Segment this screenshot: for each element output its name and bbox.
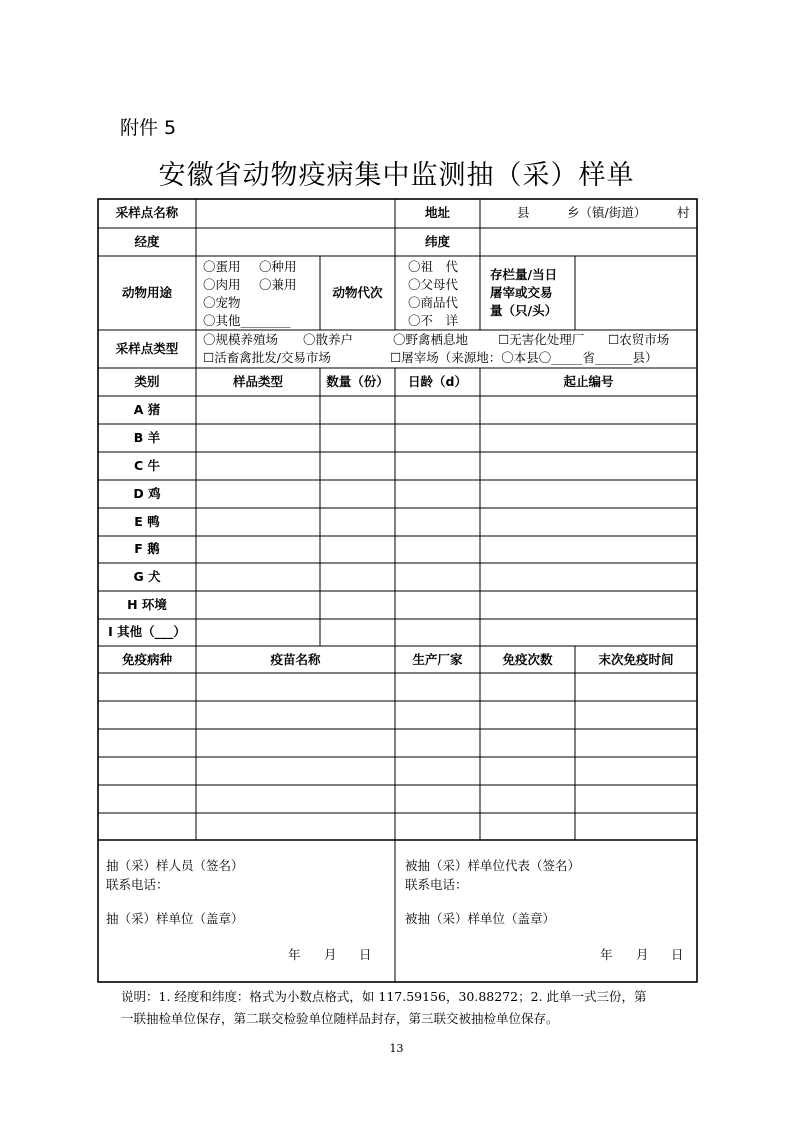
purpose-option-pet[interactable]: 〇宠物 (203, 295, 241, 310)
purpose-option-egg[interactable]: 〇蛋用 (203, 259, 241, 274)
stock-label-line-1: 存栏量/当日 (490, 267, 558, 282)
header-last-time: 末次免疫时间 (598, 652, 674, 667)
county-text: 县 (517, 205, 530, 220)
category-cattle: C 牛 (133, 458, 161, 473)
purpose-option-dual[interactable]: 〇兼用 (259, 277, 297, 292)
category-environment: H 环境 (127, 597, 167, 612)
category-dog: G 犬 (133, 569, 161, 584)
purpose-option-other[interactable]: 〇其他________ (203, 313, 291, 328)
header-manufacturer: 生产厂家 (412, 652, 463, 667)
stock-label-line-3: 量（只/头） (490, 303, 558, 318)
village-text: 村 (677, 205, 690, 220)
site-type-wild-habitat[interactable]: 〇野禽栖息地 (393, 332, 469, 347)
generation-option-unknown[interactable]: 〇不 详 (408, 313, 459, 328)
category-sheep: B 羊 (133, 430, 161, 445)
stock-label-line-2: 屠宰或交易 (490, 285, 553, 300)
sampler-phone-label: 联系电话： (106, 877, 169, 892)
attachment-label: 附件 5 (120, 117, 177, 139)
sampled-unit-label: 被抽（采）样单位（盖章） (405, 911, 556, 926)
category-goose: F 鹅 (134, 541, 160, 556)
generation-option-grandparent[interactable]: 〇祖 代 (408, 259, 459, 274)
header-age: 日龄（d） (408, 374, 467, 389)
purpose-label: 动物用途 (121, 285, 172, 300)
site-name-label: 采样点名称 (115, 205, 179, 220)
longitude-label: 经度 (134, 234, 160, 249)
generation-option-parent[interactable]: 〇父母代 (408, 277, 459, 292)
note-line-2: 一联抽检单位保存，第二联交检验单位随样品封存，第三联交被抽检单位保存。 (121, 1011, 559, 1026)
header-sample-type: 样品类型 (232, 374, 283, 389)
header-category: 类别 (134, 374, 160, 389)
site-type-label: 采样点类型 (115, 341, 179, 356)
site-type-backyard[interactable]: 〇散养户 (303, 332, 354, 347)
page-number: 13 (389, 1042, 404, 1055)
sampler-signature-label: 抽（采）样人员（签名） (106, 858, 244, 873)
category-chicken: D 鸡 (133, 486, 161, 501)
category-other: I 其他（___） (108, 624, 186, 639)
form-title: 安徽省动物疫病集中监测抽（采）样单 (158, 160, 635, 191)
site-type-live-market[interactable]: ☐活畜禽批发/交易市场 (203, 350, 331, 365)
header-vaccine-name: 疫苗名称 (270, 652, 321, 667)
right-year: 年 (600, 947, 613, 962)
purpose-option-breeding[interactable]: 〇种用 (259, 259, 297, 274)
generation-option-commercial[interactable]: 〇商品代 (408, 295, 459, 310)
sampled-rep-signature-label: 被抽（采）样单位代表（签名） (405, 858, 581, 873)
header-serial: 起止编号 (563, 374, 614, 389)
site-type-scale-farm[interactable]: 〇规模养殖场 (203, 332, 279, 347)
purpose-option-meat[interactable]: 〇肉用 (203, 277, 241, 292)
category-pig: A 猪 (133, 402, 161, 417)
header-quantity: 数量（份） (326, 374, 389, 389)
latitude-label: 纬度 (424, 234, 450, 249)
header-times: 免疫次数 (502, 652, 553, 667)
address-label: 地址 (424, 205, 450, 220)
township-text: 乡（镇/街道） (567, 205, 647, 220)
left-month: 月 (324, 947, 337, 962)
left-year: 年 (288, 947, 301, 962)
site-type-farmers-market[interactable]: ☐农贸市场 (608, 332, 670, 347)
right-day: 日 (671, 947, 684, 962)
site-type-disposal-plant[interactable]: ☐无害化处理厂 (498, 332, 585, 347)
site-type-slaughterhouse[interactable]: ☐屠宰场（来源地：〇本县〇_____省______县） (390, 350, 658, 365)
left-day: 日 (359, 947, 372, 962)
right-month: 月 (636, 947, 649, 962)
sampler-unit-label: 抽（采）样单位（盖章） (106, 911, 244, 926)
category-duck: E 鸭 (134, 514, 160, 529)
generation-label: 动物代次 (332, 285, 383, 300)
sampled-phone-label: 联系电话： (405, 877, 468, 892)
header-disease: 免疫病种 (121, 652, 172, 667)
note-line-1: 说明：1. 经度和纬度：格式为小数点格式，如 117.59156，30.88272；2. 此单一式三份，第 (121, 989, 647, 1004)
